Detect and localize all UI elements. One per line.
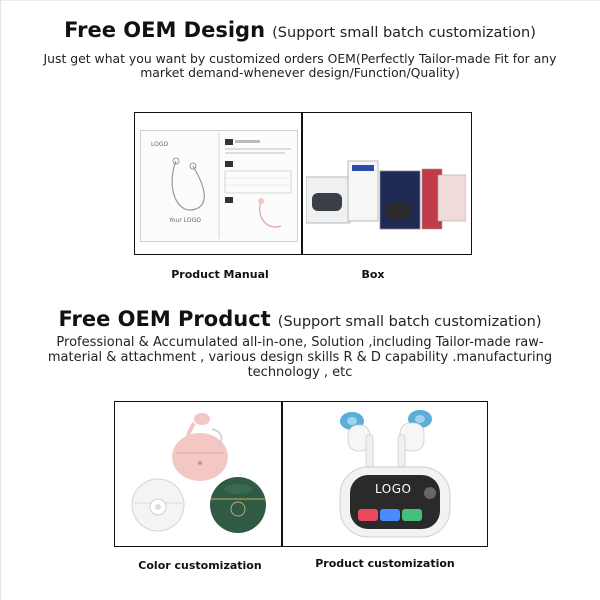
caption-product-customization: Product customization [315,557,455,570]
section2-subtitle: (Support small batch customization) [277,314,542,330]
earbud-cases-icon [128,405,278,543]
section1-heading [0,18,600,42]
case-logo-text: LOGO [375,482,412,496]
packaging-boxes-icon [306,155,466,235]
caption-product-manual: Product Manual [171,268,269,281]
manual-illustration [140,130,298,242]
manual-logo-text: LOGO [151,141,169,148]
page-edge-top [0,0,600,1]
earbuds-with-case-image [320,405,470,543]
section1-title: Free OEM Design [64,18,266,42]
section2-description: Professional & Accumulated all-in-one, Solution ,including Tailor-made raw-material & attachment , various design skills R & D capability .manufacturing technology , etc [47,335,553,380]
design-images-divider [301,112,303,255]
page-edge-left [0,0,1,600]
product-images-divider [281,401,283,547]
manual-your-logo-text: Your LOGO [169,217,201,224]
caption-box: Box [361,268,385,281]
caption-color-customization: Color customization [138,559,262,572]
section2-heading [0,307,600,331]
earbuds-with-case-icon [320,405,470,543]
section1-description: Just get what you want by customized orders OEM(Perfectly Tailor-made Fit for any market demand-whenever design/Function/Quality) [43,51,557,80]
earbud-cases-image [128,405,278,543]
section2-title: Free OEM Product [58,307,271,331]
packaging-boxes-image [306,155,466,235]
section1-subtitle: (Support small batch customization) [272,25,536,41]
